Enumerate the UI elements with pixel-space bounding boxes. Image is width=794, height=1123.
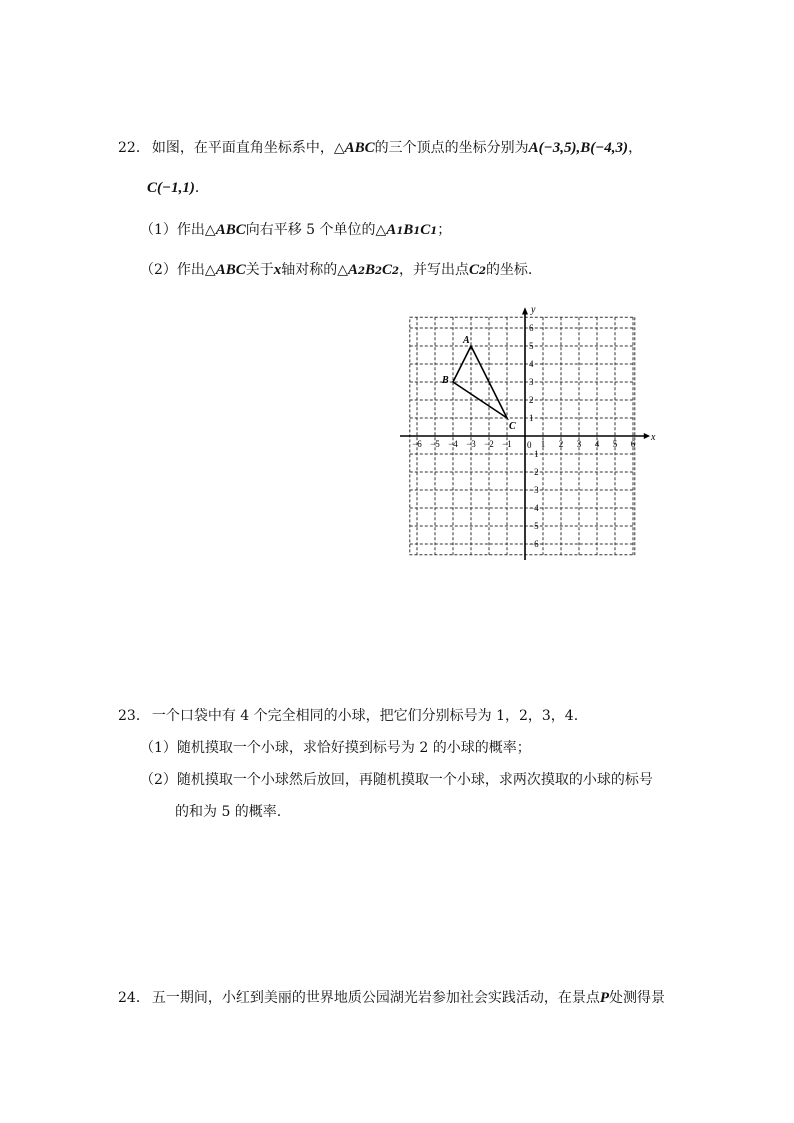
q22-sub2-num: （2）: [140, 262, 177, 278]
q23-sub2: [140, 770, 653, 790]
x-tick-label: 4: [594, 439, 600, 449]
x-tick-label: 5: [612, 439, 618, 449]
q22-comma1: ,: [576, 140, 581, 156]
q23-sub1-num: （1）: [140, 740, 177, 756]
coordinate-graph-svg: [400, 300, 660, 560]
x-tick-label: 1: [540, 439, 546, 449]
q22-sub2-target-a-sub: 2: [358, 266, 365, 277]
y-tick-label: −1: [529, 449, 539, 459]
q22-sub1-target-a-sub: 1: [396, 226, 404, 237]
y-tick-label: 5: [529, 341, 534, 351]
x-tick-label: 6: [630, 439, 636, 449]
q22-sub2-target-a: A: [348, 262, 359, 278]
y-tick-label: 6: [529, 323, 534, 333]
x-axis-arrow: [644, 433, 650, 439]
x-tick-label: −2: [484, 439, 494, 449]
q23-sub2-num: （2）: [140, 772, 177, 788]
q22-sub2-point-sub: 2: [478, 266, 486, 277]
q22-sub1-tri: ABC: [215, 222, 246, 238]
y-tick-label: −6: [529, 539, 539, 549]
q23-sub2-cont-text: 的和为 5 的概率.: [175, 804, 282, 820]
q22-coord-c: C(−1,1): [147, 180, 195, 196]
q22-sub2-target-b: B: [364, 262, 375, 278]
y-axis-label: y: [531, 304, 536, 316]
q22-triangle: ABC: [344, 140, 375, 156]
q22-number: 22．: [118, 140, 150, 156]
q23-text: 一个口袋中有 4 个完全相同的小球，把它们分别标号为 1，2，3，4.: [151, 708, 579, 724]
q24-point: P: [599, 990, 609, 1006]
q22-sub1: [140, 220, 451, 242]
x-tick-label: −1: [502, 439, 512, 449]
vertex-label-b: B: [442, 375, 449, 386]
q22-sub2-tri: ABC: [215, 262, 246, 278]
q22-sub2-target-c: C: [381, 262, 392, 278]
q24-text1: 五一期间，小红到美丽的世界地质公园湖光岩参加社会实践活动，在景点: [151, 990, 600, 1006]
q22-sub2-text4: ，并写出点: [398, 262, 469, 278]
q23-sub1: [140, 738, 531, 758]
q22-sub2-point: C: [468, 262, 479, 278]
coordinate-graph: [400, 300, 660, 560]
vertex-label-c: C: [509, 421, 516, 432]
q22-sub1-text2: 向右平移 5 个单位的△: [245, 222, 387, 238]
y-tick-label: 1: [529, 413, 534, 423]
y-tick-label: −5: [529, 521, 539, 531]
q22-sub2-text3: 轴对称的△: [281, 262, 348, 278]
q23-sub2-text: 随机摸取一个小球然后放回，再随机摸取一个小球，求两次摸取的小球的标号: [176, 772, 653, 788]
q24-line1: [118, 988, 665, 1008]
y-axis-arrow: [522, 307, 528, 314]
x-tick-label: 2: [558, 439, 564, 449]
q22-sub1-target-c: C: [420, 222, 431, 238]
q22-sub2-axis: x: [273, 262, 282, 278]
q22-sub2-target-b-sub: 2: [375, 266, 382, 277]
q22-line1: [118, 138, 642, 158]
q22-sub2-text2: 关于: [245, 262, 274, 278]
q22-comma2: ，: [628, 140, 643, 156]
q22-coord-a: A(−3,5): [528, 140, 577, 156]
x-tick-label: −5: [430, 439, 440, 449]
x-tick-label: −4: [448, 439, 458, 449]
x-tick-label: −3: [466, 439, 476, 449]
q22-sub1-target-b: B: [403, 222, 414, 238]
q22-period: ．: [194, 180, 209, 196]
q23-sub1-text: 随机摸取一个小球，求恰好摸到标号为 2 的小球的概率；: [176, 740, 531, 756]
q23-sub2-cont: [175, 802, 281, 822]
vertex-label-a: A: [463, 335, 470, 346]
q22-sub2-text1: 作出△: [176, 262, 216, 278]
q22-sub2: [140, 260, 532, 282]
q22-sub1-text1: 作出△: [176, 222, 216, 238]
q24-number: 24．: [118, 990, 150, 1006]
y-tick-label: 4: [529, 359, 534, 369]
q22-sub1-end: ；: [437, 222, 452, 238]
q22-intro2: 的三个顶点的坐标分别为: [374, 140, 529, 156]
q22-coord-b: B(−4,3): [580, 140, 629, 156]
y-tick-label: −3: [529, 485, 539, 495]
q24-text2: 处测得景: [609, 990, 665, 1006]
q22-sub1-target-b-sub: 1: [413, 226, 421, 237]
y-tick-label: 2: [529, 395, 534, 405]
q22-sub1-target-c-sub: 1: [430, 226, 438, 237]
y-tick-label: −4: [529, 503, 539, 513]
q22-line2: [147, 178, 209, 198]
x-tick-label: 3: [576, 439, 582, 449]
q22-sub2-target-c-sub: 2: [391, 266, 399, 277]
x-axis-label: x: [651, 432, 656, 443]
y-tick-label: −2: [529, 467, 539, 477]
y-tick-label: 3: [529, 377, 534, 387]
q23-number: 23．: [118, 708, 150, 724]
q22-intro: 如图，在平面直角坐标系中，△: [151, 140, 345, 156]
q23-line1: [118, 706, 578, 726]
q22-sub1-num: （1）: [140, 222, 177, 238]
x-tick-label: −6: [412, 439, 422, 449]
q22-sub2-end: 的坐标.: [485, 262, 533, 278]
origin-label: 0: [527, 440, 532, 450]
q22-sub1-target-a: A: [386, 222, 397, 238]
